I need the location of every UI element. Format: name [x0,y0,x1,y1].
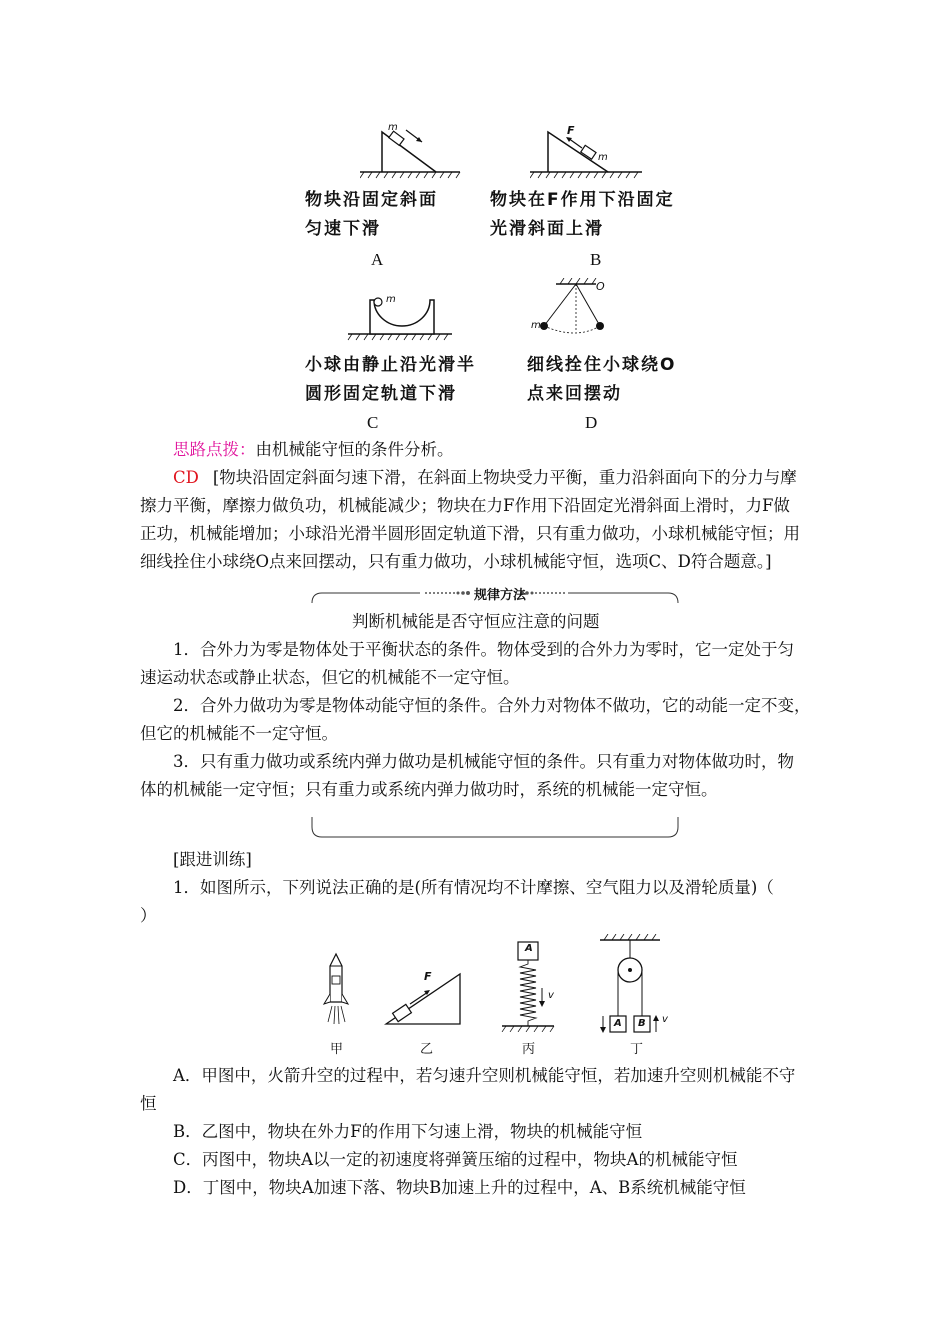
caption-d-line2: 点来回摆动 [527,384,622,404]
pulley-diagram [590,934,670,1034]
label-ding-A: A [614,1018,622,1029]
caption-a-line2: 匀速下滑 [305,219,381,239]
caption-c-line1: 小球由静止沿光滑半 [305,355,476,375]
answer-line-2: 擦力平衡，摩擦力做负功，机械能减少；物块在力F作用下沿固定光滑斜面上滑时，力F做 [140,496,790,515]
method-box-header: 规律方法 [474,588,527,603]
diagram-b-F: F [567,124,575,137]
caption-b-line2: 光滑斜面上滑 [490,219,604,239]
answer-choice: CD [173,468,199,487]
caption-b-line1: 物块在F作用下沿固定 [490,190,675,210]
option-c: C．丙图中，物块A以一定的初速度将弹簧压缩的过程中，物块A的机械能守恒 [173,1150,738,1169]
label-yi-F: F [424,970,432,983]
method-p1-line1: 1．合外力为零是物体处于平衡状态的条件。物体受到的合外力为零时，它一定处于匀 [173,640,794,659]
label-ding: 丁 [630,1042,644,1057]
label-yi: 乙 [420,1042,434,1057]
option-b: B．乙图中，物块在外力F的作用下匀速上滑，物块的机械能守恒 [173,1122,643,1141]
hint-label: 思路点拨： [173,440,256,459]
question-1-line1: 1．如图所示，下列说法正确的是(所有情况均不计摩擦、空气阻力以及滑轮质量)（ [173,878,774,897]
label-ding-v: v [662,1014,668,1025]
option-d: D．丁图中，物块A加速下落、物块B加速上升的过程中，A、B系统机械能守恒 [173,1178,746,1197]
method-p3-line2: 体的机械能一定守恒；只有重力或系统内弹力做功时，系统的机械能一定守恒。 [140,780,718,799]
method-p2-line1: 2．合外力做功为零是物体动能守恒的条件。合外力对物体不做功，它的动能一定不变， [173,696,811,715]
diagram-d-m: m [531,320,541,331]
answer-text-1: [物块沿固定斜面匀速下滑，在斜面上物块受力平衡，重力沿斜面向下的分力与摩 [212,468,797,487]
diagram-c-m: m [386,294,396,305]
question-1-line2: ） [140,906,157,925]
method-p3-line1: 3．只有重力做功或系统内弹力做功是机械能守恒的条件。只有重力对物体做功时，物 [173,752,794,771]
label-jia: 甲 [330,1042,344,1057]
diagram-a-m: m [388,122,398,133]
hint-text: 由机械能守恒的条件分析。 [255,440,454,459]
training-heading: [跟进训练] [173,850,252,869]
answer-line-4: 细线拴住小球绕O点来回摆动，只有重力做功，小球机械能守恒，选项C、D符合题意。] [140,552,772,571]
diagram-a-incline [360,120,470,180]
hint-paragraph [173,436,454,464]
answer-line-1 [173,464,797,492]
label-bing-A: A [525,943,533,954]
label-ding-B: B [638,1018,646,1029]
diagram-d-pendulum [530,278,620,338]
method-p1-line2: 速运动状态或静止状态，但它的机械能不一定守恒。 [140,668,520,687]
caption-d-line1: 细线拴住小球绕O [527,355,677,375]
diagram-b-m: m [598,152,608,163]
method-p2-line2: 但它的机械能不一定守恒。 [140,724,338,743]
label-bing: 丙 [522,1042,536,1057]
diagram-c-semicircle-track [340,290,460,346]
label-b: B [590,250,602,269]
label-a: A [371,250,384,269]
answer-line-3: 正功，机械能增加；小球沿光滑半圆形固定轨道下滑，只有重力做功，小球机械能守恒；用 [140,524,800,543]
rocket-diagram [318,952,354,1028]
label-c: C [367,413,379,432]
diagram-b-incline [530,120,650,180]
option-a-line2: 恒 [140,1094,157,1113]
caption-c-line2: 圆形固定轨道下滑 [305,384,457,404]
label-d: D [585,413,598,432]
method-box-title: 判断机械能是否守恒应注意的问题 [352,612,600,631]
label-bing-v: v [548,990,554,1001]
option-a-line1: A．甲图中，火箭升空的过程中，若匀速升空则机械能守恒，若加速升空则机械能不守 [173,1066,796,1085]
diagram-d-O: O [596,280,605,293]
caption-a-line1: 物块沿固定斜面 [305,190,438,210]
